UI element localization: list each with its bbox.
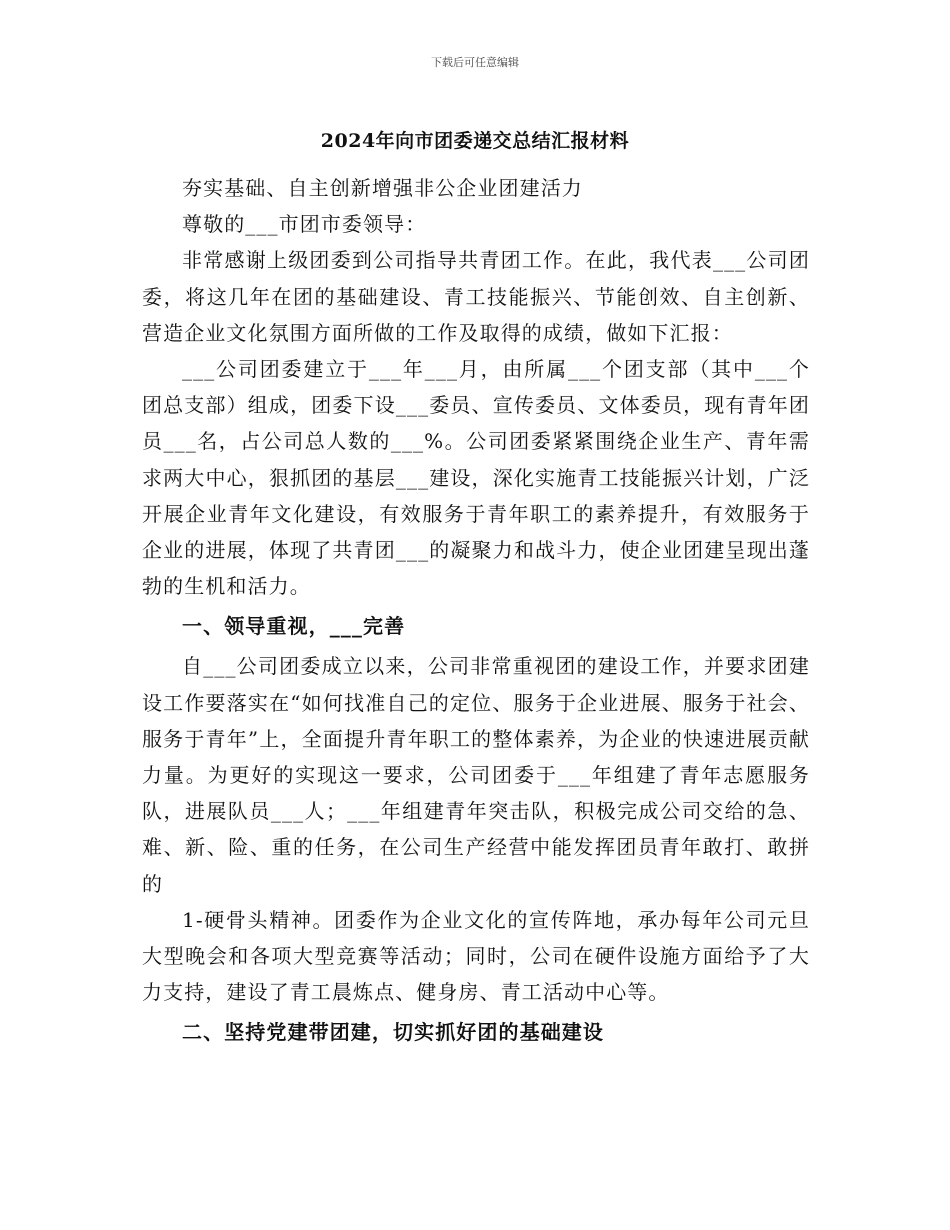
section-heading-1: 一、领导重视，___完善 [182,614,406,639]
subtitle-paragraph: 夯实基础、自主创新增强非公企业团建活力 [182,176,583,200]
header-note: 下载后可任意编辑 [431,56,519,69]
intro-paragraph: 非常感谢上级团委到公司指导共青团工作。在此，我代表___公司团委，将这几年在团的基础建设、青工技能振兴、节能创效、自主创新、营造企业文化氛围方面所做的工作及取得的成绩，做如下汇报： [142,248,810,345]
salutation-paragraph: 尊敬的___市团市委领导： [182,212,427,237]
section-heading-2: 二、坚持党建带团建，切实抓好团的基础建设 [182,1020,604,1045]
section-1-continuation-paragraph: 1-硬骨头精神。团委作为企业文化的宣传阵地，承办每年公司元旦大型晚会和各项大型竞赛等活动；同时，公司在硬件设施方面给予了大力支持，建设了青工晨炼点、健身房、青工活动中心等。 [142,907,810,1005]
document-title: 2024年向市团委递交总结汇报材料 [320,130,630,152]
section-1-paragraph: 自___公司团委成立以来，公司非常重视团的建设工作，并要求团建设工作要落实在“如何找准自己的定位、服务于企业进展、服务于社会、服务于青年”上，全面提升青年职工的整体素养，为企业的快速进展贡献力量。为更好的实现这一要求，公司团委于___年组建了青年志愿服务队，进展队员___人；___年组建青年突击队，积极完成公司交给的急、难、新、险、重的任务，在公司生产经营中能发挥团员青年敢打、敢拼的 [142,654,810,896]
overview-paragraph: ___公司团委建立于___年___月，由所属___个团支部（其中___个团总支部）组成，团委下设___委员、宣传委员、文体委员，现有青年团员___名，占公司总人数的___%。公司团委紧紧围绕企业生产、青年需求两大中心，狠抓团的基层___建设，深化实施青工技能振兴计划，广泛开展企业青年文化建设，有效服务于青年职工的素养提升，有效服务于企业的进展，体现了共青团___的凝聚力和战斗力，使企业团建呈现出蓬勃的生机和活力。 [142,357,810,599]
document-body [142,170,810,1054]
